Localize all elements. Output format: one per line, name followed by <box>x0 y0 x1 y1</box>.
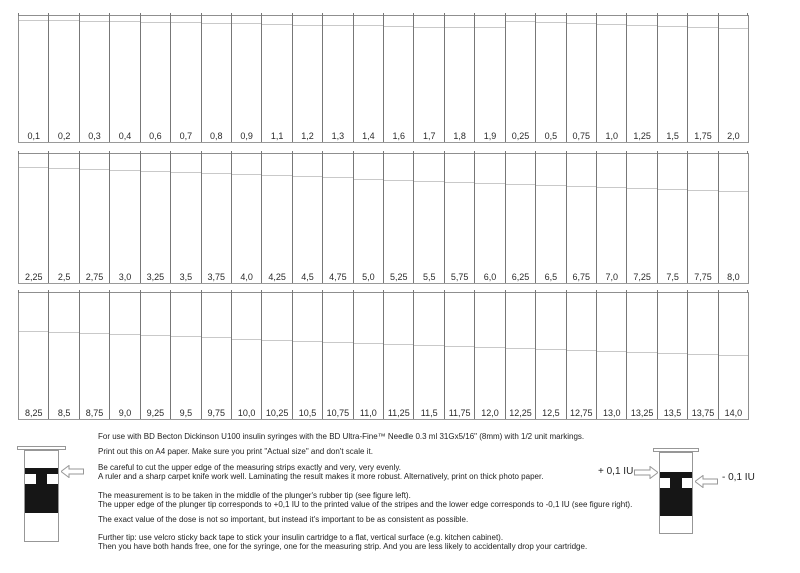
dose-label: 0,1 <box>27 131 40 141</box>
measuring-strip <box>627 293 657 419</box>
dose-label: 1,4 <box>362 131 375 141</box>
dose-measure-line <box>384 180 413 181</box>
dose-label: 1,1 <box>270 131 284 141</box>
measuring-strip <box>80 154 110 283</box>
dose-label: 8,0 <box>727 272 740 282</box>
measuring-strip <box>19 16 49 142</box>
dose-measure-line <box>688 190 717 191</box>
dose-measure-line <box>323 177 352 178</box>
dose-label: 0,2 <box>57 131 71 141</box>
measuring-strip <box>536 16 566 142</box>
measuring-strip <box>202 16 232 142</box>
dose-measure-line <box>19 20 48 21</box>
dose-measure-line <box>567 186 596 187</box>
dose-measure-line <box>445 346 474 347</box>
dose-measure-line <box>202 173 231 174</box>
instructions-paragraph <box>98 463 543 481</box>
dose-label: 5,25 <box>390 272 408 282</box>
dose-label: 1,0 <box>605 131 618 141</box>
dose-label: 3,0 <box>118 272 132 282</box>
dose-measure-line <box>171 336 200 337</box>
dose-label: 4,75 <box>329 272 347 282</box>
measuring-strip <box>202 154 232 283</box>
dose-measure-line <box>110 334 139 335</box>
instructions-paragraph <box>98 432 584 441</box>
measuring-strip <box>597 293 627 419</box>
dose-label: 1,9 <box>483 131 497 141</box>
syringe-figure-left <box>17 446 107 546</box>
dose-label: 10,0 <box>237 408 256 418</box>
dose-label: 9,25 <box>146 408 165 418</box>
dose-label: 0,7 <box>179 131 193 141</box>
dose-measure-line <box>110 170 139 171</box>
instruction-line: Then you have both hands free, one for the syringe, one for the measuring strip. And you are less likely to accidentally drop your cartridge. <box>98 542 588 551</box>
dose-label: 7,0 <box>605 272 618 282</box>
dose-measure-line <box>202 337 231 338</box>
measuring-strip <box>323 16 353 142</box>
dose-label: 1,25 <box>633 131 651 141</box>
dose-measure-line <box>141 171 170 172</box>
dose-measure-line <box>506 21 535 22</box>
dose-label: 12,5 <box>542 408 560 418</box>
dose-measure-line <box>232 339 261 340</box>
measuring-strip <box>627 16 657 142</box>
dose-measure-line <box>536 22 565 23</box>
plunger-tip-stem <box>670 478 682 488</box>
measuring-strip <box>141 154 171 283</box>
dose-measure-line <box>719 191 748 192</box>
dose-measure-line <box>719 28 748 29</box>
measuring-strip <box>80 16 110 142</box>
dose-label: 1,5 <box>666 131 679 141</box>
measuring-strip <box>49 154 79 283</box>
dose-measure-line <box>506 184 535 185</box>
dose-label: 0,5 <box>544 131 558 141</box>
dose-measure-line <box>475 183 504 184</box>
dose-label: 11,25 <box>387 408 410 418</box>
dose-label: 1,7 <box>422 131 436 141</box>
measuring-strip <box>171 16 201 142</box>
dose-label: 0,25 <box>511 131 530 141</box>
dose-measure-line <box>354 25 383 26</box>
measuring-strip <box>171 293 201 419</box>
dose-label: 6,5 <box>544 272 558 282</box>
dose-label: 4,0 <box>240 272 253 282</box>
instructions-paragraph <box>98 515 468 524</box>
dose-label: 8,75 <box>85 408 104 418</box>
measuring-strip <box>262 154 292 283</box>
dose-label: 9,75 <box>207 408 225 418</box>
dose-label: 6,75 <box>572 272 591 282</box>
strip-row-1 <box>18 15 749 143</box>
measuring-strip <box>688 293 718 419</box>
measuring-strip <box>19 293 49 419</box>
measuring-strip <box>688 16 718 142</box>
measuring-strip <box>384 16 414 142</box>
measuring-strip <box>232 16 262 142</box>
measuring-strip <box>171 154 201 283</box>
dose-measure-line <box>110 21 139 22</box>
measuring-strip <box>80 293 110 419</box>
instruction-line: The exact value of the dose is not so important, but instead it's important to be as consistent as possible. <box>98 515 469 524</box>
dose-measure-line <box>445 182 474 183</box>
dose-measure-line <box>597 351 626 352</box>
dose-measure-line <box>597 187 626 188</box>
measuring-strip <box>475 154 505 283</box>
dose-measure-line <box>323 25 352 26</box>
measuring-strip <box>141 16 171 142</box>
dose-measure-line <box>567 350 596 351</box>
dose-label: 4,25 <box>268 272 286 282</box>
arrow-left-icon <box>695 475 718 488</box>
dose-measure-line <box>354 343 383 344</box>
dose-measure-line <box>262 175 291 176</box>
instructions-paragraph <box>98 533 587 551</box>
measuring-strip <box>293 293 323 419</box>
measuring-strip <box>627 154 657 283</box>
instruction-line: The measurement is to be taken in the middle of the plunger's rubber tip (see figure left). <box>98 491 411 500</box>
dose-label: 0,8 <box>209 131 223 141</box>
measuring-strip <box>475 293 505 419</box>
dose-label: 9,5 <box>179 408 193 418</box>
measuring-strip <box>506 16 536 142</box>
instruction-line: A ruler and a sharp carpet knife work well. Laminating the result makes it more robust. Alternatively, print on thick photo paper. <box>98 472 544 481</box>
dose-measure-line <box>354 179 383 180</box>
measuring-strip <box>293 16 323 142</box>
measuring-strip <box>414 293 444 419</box>
measuring-strip <box>658 154 688 283</box>
dose-measure-line <box>688 27 717 28</box>
plus-iu-label: + 0,1 IU <box>598 466 634 477</box>
dose-label: 12,75 <box>570 408 593 418</box>
dose-measure-line <box>627 25 656 26</box>
dose-measure-line <box>536 185 565 186</box>
dose-measure-line <box>232 23 261 24</box>
measuring-strip <box>414 16 444 142</box>
dose-measure-line <box>445 27 474 28</box>
dose-measure-line <box>384 344 413 345</box>
dose-label: 14,0 <box>724 408 743 418</box>
dose-measure-line <box>293 341 322 342</box>
dose-measure-line <box>475 347 504 348</box>
measuring-strip <box>110 293 140 419</box>
dose-label: 0,4 <box>118 131 132 141</box>
instruction-line: The upper edge of the plunger tip corresponds to +0,1 IU to the printed value of the stripes and the lower edge corresponds to -0,1 IU (see figure right). <box>98 500 633 509</box>
measuring-strip <box>323 293 353 419</box>
dose-measure-line <box>627 352 656 353</box>
measuring-strip <box>414 154 444 283</box>
dose-measure-line <box>567 23 596 24</box>
dose-measure-line <box>384 26 413 27</box>
instruction-line: Be careful to cut the upper edge of the measuring strips exactly and very, very evenly. <box>98 463 401 472</box>
instructions-paragraph <box>98 491 632 509</box>
dose-measure-line <box>293 176 322 177</box>
dose-measure-line <box>688 354 717 355</box>
dose-label: 13,0 <box>602 408 621 418</box>
dose-label: 10,5 <box>298 408 317 418</box>
dose-label: 1,3 <box>331 131 345 141</box>
dose-measure-line <box>658 353 687 354</box>
measuring-strip <box>141 293 171 419</box>
dose-measure-line <box>597 24 626 25</box>
measuring-strip <box>232 154 262 283</box>
measuring-strip <box>110 154 140 283</box>
instruction-line: For use with BD Becton Dickinson U100 insulin syringes with the BD Ultra-Fine™ Needle 0.3 ml 31Gx5/16" (8mm) with 1/2 unit markings. <box>98 432 585 441</box>
dose-measure-line <box>19 331 48 332</box>
dose-label: 0,75 <box>572 131 591 141</box>
measuring-strip <box>597 154 627 283</box>
dose-measure-line <box>262 340 291 341</box>
dose-measure-line <box>414 27 443 28</box>
measuring-strip <box>658 16 688 142</box>
dose-label: 1,8 <box>453 131 466 141</box>
dose-label: 13,25 <box>630 408 654 418</box>
dose-measure-line <box>627 188 656 189</box>
dose-label: 10,75 <box>326 408 350 418</box>
plunger-tip-stem <box>36 474 47 484</box>
dose-label: 0,6 <box>149 131 162 141</box>
dose-measure-line <box>49 168 78 169</box>
dose-label: 10,25 <box>265 408 289 418</box>
dose-measure-line <box>262 24 291 25</box>
dose-measure-line <box>414 181 443 182</box>
dose-measure-line <box>293 25 322 26</box>
measuring-strip <box>293 154 323 283</box>
dose-label: 2,75 <box>85 272 104 282</box>
measuring-strip <box>354 154 384 283</box>
dose-label: 13,5 <box>663 408 682 418</box>
dose-label: 3,5 <box>179 272 193 282</box>
dose-label: 2,5 <box>57 272 71 282</box>
dose-label: 12,0 <box>481 408 499 418</box>
dose-label: 13,75 <box>691 408 715 418</box>
dose-measure-line <box>475 27 504 28</box>
dose-label: 8,5 <box>57 408 71 418</box>
arrow-right-icon <box>634 466 658 479</box>
measuring-strip <box>536 293 566 419</box>
measuring-strip <box>384 293 414 419</box>
measuring-strip <box>719 16 748 142</box>
instruction-line: Further tip: use velcro sticky back tape to stick your insulin cartridge to a flat, vertical surface (e.g. kitchen cabinet). <box>98 533 504 542</box>
dose-measure-line <box>323 342 352 343</box>
instruction-line: Print out this on A4 paper. Make sure you print "Actual size" and don't scale it. <box>98 447 373 456</box>
dose-label: 7,75 <box>694 272 712 282</box>
dose-label: 5,0 <box>362 272 375 282</box>
measuring-strip <box>354 293 384 419</box>
dose-label: 5,75 <box>450 272 469 282</box>
strip-row-3 <box>18 292 749 420</box>
measuring-strip <box>688 154 718 283</box>
dose-label: 1,75 <box>694 131 712 141</box>
measuring-strip <box>19 154 49 283</box>
dose-label: 5,5 <box>422 272 436 282</box>
dose-measure-line <box>536 349 565 350</box>
dose-label: 6,25 <box>511 272 530 282</box>
measuring-strip <box>262 16 292 142</box>
dose-label: 11,0 <box>359 408 377 418</box>
measuring-strip <box>567 293 597 419</box>
dose-measure-line <box>171 22 200 23</box>
measuring-strip <box>536 154 566 283</box>
measuring-strip <box>445 154 475 283</box>
measuring-strip <box>719 154 748 283</box>
dose-measure-line <box>506 348 535 349</box>
dose-label: 3,25 <box>146 272 165 282</box>
dose-measure-line <box>80 21 109 22</box>
instructions-paragraph <box>98 447 373 456</box>
dose-label: 11,5 <box>420 408 438 418</box>
dose-label: 1,6 <box>392 131 406 141</box>
arrow-left-icon <box>61 465 84 478</box>
dose-label: 6,0 <box>483 272 497 282</box>
measuring-strip <box>323 154 353 283</box>
dose-measure-line <box>414 345 443 346</box>
dose-label: 7,5 <box>666 272 679 282</box>
measuring-strip <box>658 293 688 419</box>
measuring-strip <box>445 293 475 419</box>
measuring-strip <box>110 16 140 142</box>
dose-measure-line <box>719 355 748 356</box>
dose-measure-line <box>49 20 78 21</box>
measuring-strip <box>202 293 232 419</box>
measuring-strip <box>384 154 414 283</box>
syringe-figure-right <box>598 448 768 540</box>
dose-label: 7,25 <box>633 272 651 282</box>
plunger-tip-body <box>25 484 58 513</box>
measuring-strip <box>567 16 597 142</box>
measuring-strip <box>506 293 536 419</box>
measuring-strip <box>49 293 79 419</box>
dose-label: 9,0 <box>118 408 132 418</box>
measuring-strip <box>49 16 79 142</box>
dose-label: 4,5 <box>301 272 314 282</box>
dose-measure-line <box>171 172 200 173</box>
dose-label: 1,2 <box>301 131 314 141</box>
dose-measure-line <box>19 167 48 168</box>
measuring-strip <box>506 154 536 283</box>
dose-label: 12,25 <box>509 408 532 418</box>
measuring-strip <box>262 293 292 419</box>
dose-measure-line <box>658 189 687 190</box>
dose-measure-line <box>658 26 687 27</box>
strip-row-2 <box>18 153 749 284</box>
dose-measure-line <box>141 335 170 336</box>
dose-measure-line <box>80 169 109 170</box>
dose-measure-line <box>141 22 170 23</box>
dose-label: 2,25 <box>24 272 43 282</box>
measuring-strip <box>232 293 262 419</box>
dose-label: 11,75 <box>448 408 471 418</box>
measuring-strip <box>719 293 748 419</box>
dose-label: 2,0 <box>727 131 740 141</box>
dose-measure-line <box>80 333 109 334</box>
measuring-strip <box>475 16 505 142</box>
dose-measure-line <box>202 23 231 24</box>
measuring-strip <box>354 16 384 142</box>
dose-label: 0,9 <box>240 131 253 141</box>
measuring-strip <box>597 16 627 142</box>
minus-iu-label: - 0,1 IU <box>722 472 755 483</box>
measuring-strip <box>445 16 475 142</box>
plunger-tip-body <box>660 488 692 516</box>
dose-measure-line <box>49 332 78 333</box>
dose-measure-line <box>232 174 261 175</box>
dose-label: 8,25 <box>24 408 43 418</box>
dose-label: 3,75 <box>207 272 225 282</box>
dose-label: 0,3 <box>88 131 101 141</box>
measuring-strip <box>567 154 597 283</box>
